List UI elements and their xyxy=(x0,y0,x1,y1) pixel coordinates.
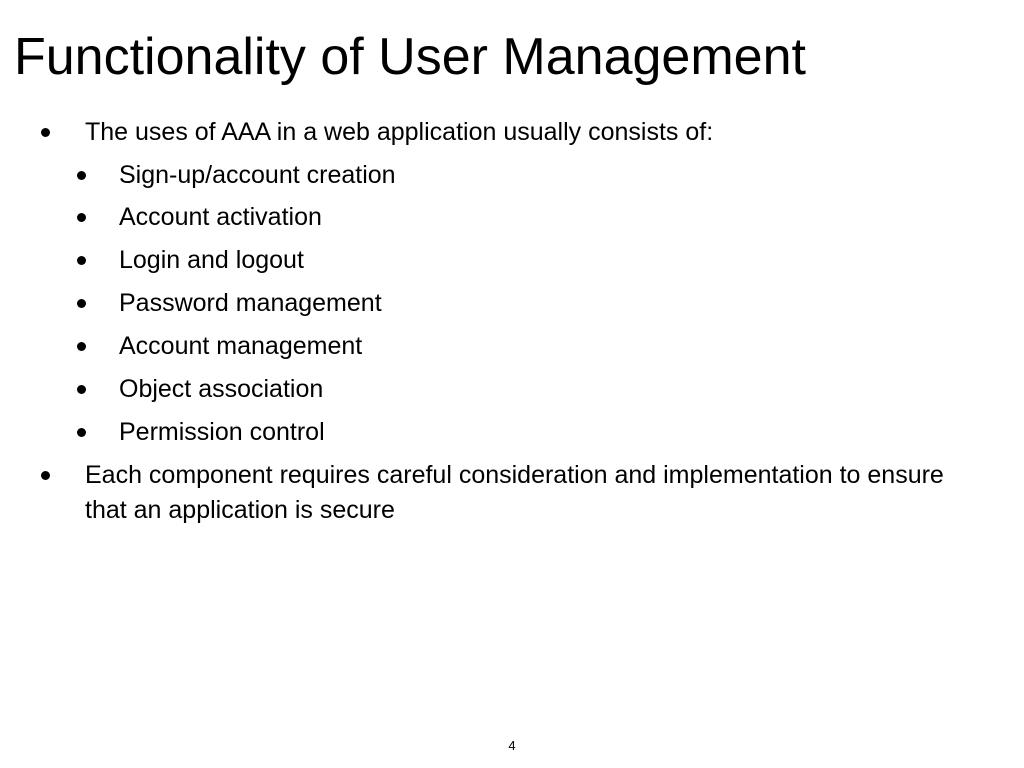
bullet-icon xyxy=(77,256,86,265)
bullet-text: Password management xyxy=(119,289,382,317)
bullet-icon xyxy=(41,471,50,480)
bullet-text: Sign-up/account creation xyxy=(119,161,396,189)
bullet-text: The uses of AAA in a web application usually consists of: xyxy=(85,118,714,146)
bullet-text: Account activation xyxy=(119,203,322,231)
bullet-icon xyxy=(77,171,86,180)
bullet-text: Each component requires careful consideration and implementation to ensure that an application is secure xyxy=(85,461,944,524)
page-number: 4 xyxy=(508,738,516,753)
bullet-text: Object association xyxy=(119,375,324,403)
bullet-text: Login and logout xyxy=(119,246,304,274)
bullet-icon xyxy=(77,342,86,351)
bullet-icon xyxy=(41,128,50,137)
bullet-text: Permission control xyxy=(119,418,325,446)
bullet-icon xyxy=(77,299,86,308)
bullet-icon xyxy=(77,428,86,437)
bullet-text: Account management xyxy=(119,332,363,360)
slide-title: Functionality of User Management xyxy=(14,28,806,86)
bullet-icon xyxy=(77,385,86,394)
bullet-icon xyxy=(77,213,86,222)
